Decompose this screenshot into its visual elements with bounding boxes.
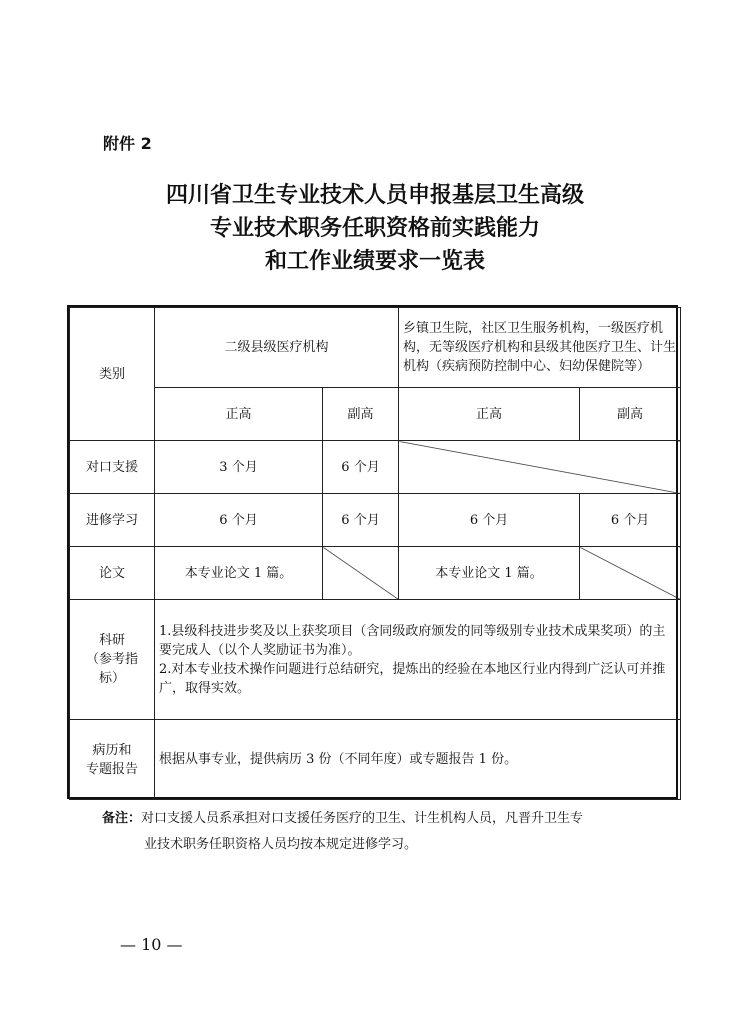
cell-jinxiu-g1-zheng: 6 个月 [155, 494, 323, 547]
title-line-2: 专业技术职务任职资格前实践能力 [209, 215, 540, 241]
note-line-2: 业技术职务任职资格人员均按本规定进修学习。 [144, 837, 418, 852]
title-line-3: 和工作业绩要求一览表 [264, 248, 485, 274]
table-row [70, 547, 681, 600]
keyan-label-line: （参考指 [85, 652, 138, 667]
cell-duikou-g2-empty [399, 441, 681, 494]
cell-jinxiu-g2-fu: 6 个月 [580, 494, 681, 547]
note-line-1: 对口支援人员系承担对口支援任务医疗的卫生、计生机构人员，凡晋升卫生专 [141, 811, 584, 826]
cell-duikou-g1-fu: 6 个月 [323, 441, 399, 494]
table-row [70, 441, 681, 494]
note [102, 806, 662, 858]
cell-lunwen-g2-fu-empty [580, 547, 681, 600]
row-label-duikou: 对口支援 [70, 441, 155, 494]
keyan-label-line: 科研 [98, 633, 125, 648]
group2-header: 乡镇卫生院，社区卫生服务机构，一级医疗机构，无等级医疗机构和县级其他医疗卫生、计生机构（疾病预防控制中心、妇幼保健院等） [399, 308, 681, 388]
title-line-1: 四川省卫生专业技术人员申报基层卫生高级 [165, 182, 584, 208]
keyan-item-2: 2.对本专业技术操作问题进行总结研究，提炼出的经验在本地区行业内得到广泛认可并推广，取得实效。 [159, 661, 666, 696]
row-label-keyan [70, 600, 155, 720]
page-number: — 10 — [120, 935, 183, 954]
cell-lunwen-g2-zheng: 本专业论文 1 篇。 [399, 547, 580, 600]
cell-bingli-content: 根据从事专业，提供病历 3 份（不同年度）或专题报告 1 份。 [155, 720, 681, 800]
cell-lunwen-g1-zheng: 本专业论文 1 篇。 [155, 547, 323, 600]
g2-fugao-header: 副高 [580, 388, 681, 441]
keyan-label-line: 标） [98, 671, 125, 686]
cell-keyan-content [155, 600, 681, 720]
table-row [70, 494, 681, 547]
row-label-lunwen: 论文 [70, 547, 155, 600]
bingli-label-line: 专题报告 [85, 761, 138, 777]
row-label-bingli [70, 720, 155, 800]
g2-zhenggao-header: 正高 [399, 388, 580, 441]
cell-jinxiu-g2-zheng: 6 个月 [399, 494, 580, 547]
g1-fugao-header: 副高 [323, 388, 399, 441]
group1-header: 二级县级医疗机构 [155, 308, 399, 388]
table-row [70, 720, 681, 800]
cell-lunwen-g1-fu-empty [323, 547, 399, 600]
bingli-label-line: 病历和 [92, 742, 132, 758]
row-label-jinxiu: 进修学习 [70, 494, 155, 547]
table-row [70, 600, 681, 720]
keyan-item-1: 1.县级科技进步奖及以上获奖项目（含同级政府颁发的同等级别专业技术成果奖项）的主要完成人（以个人奖励证书为准）。 [159, 623, 666, 658]
g1-zhenggao-header: 正高 [155, 388, 323, 441]
category-header: 类别 [70, 308, 155, 441]
note-label: 备注： [102, 811, 142, 826]
cell-duikou-g1-zheng: 3 个月 [155, 441, 323, 494]
cell-jinxiu-g1-fu: 6 个月 [323, 494, 399, 547]
attachment-label: 附件 2 [103, 134, 152, 153]
requirements-table [67, 305, 678, 799]
